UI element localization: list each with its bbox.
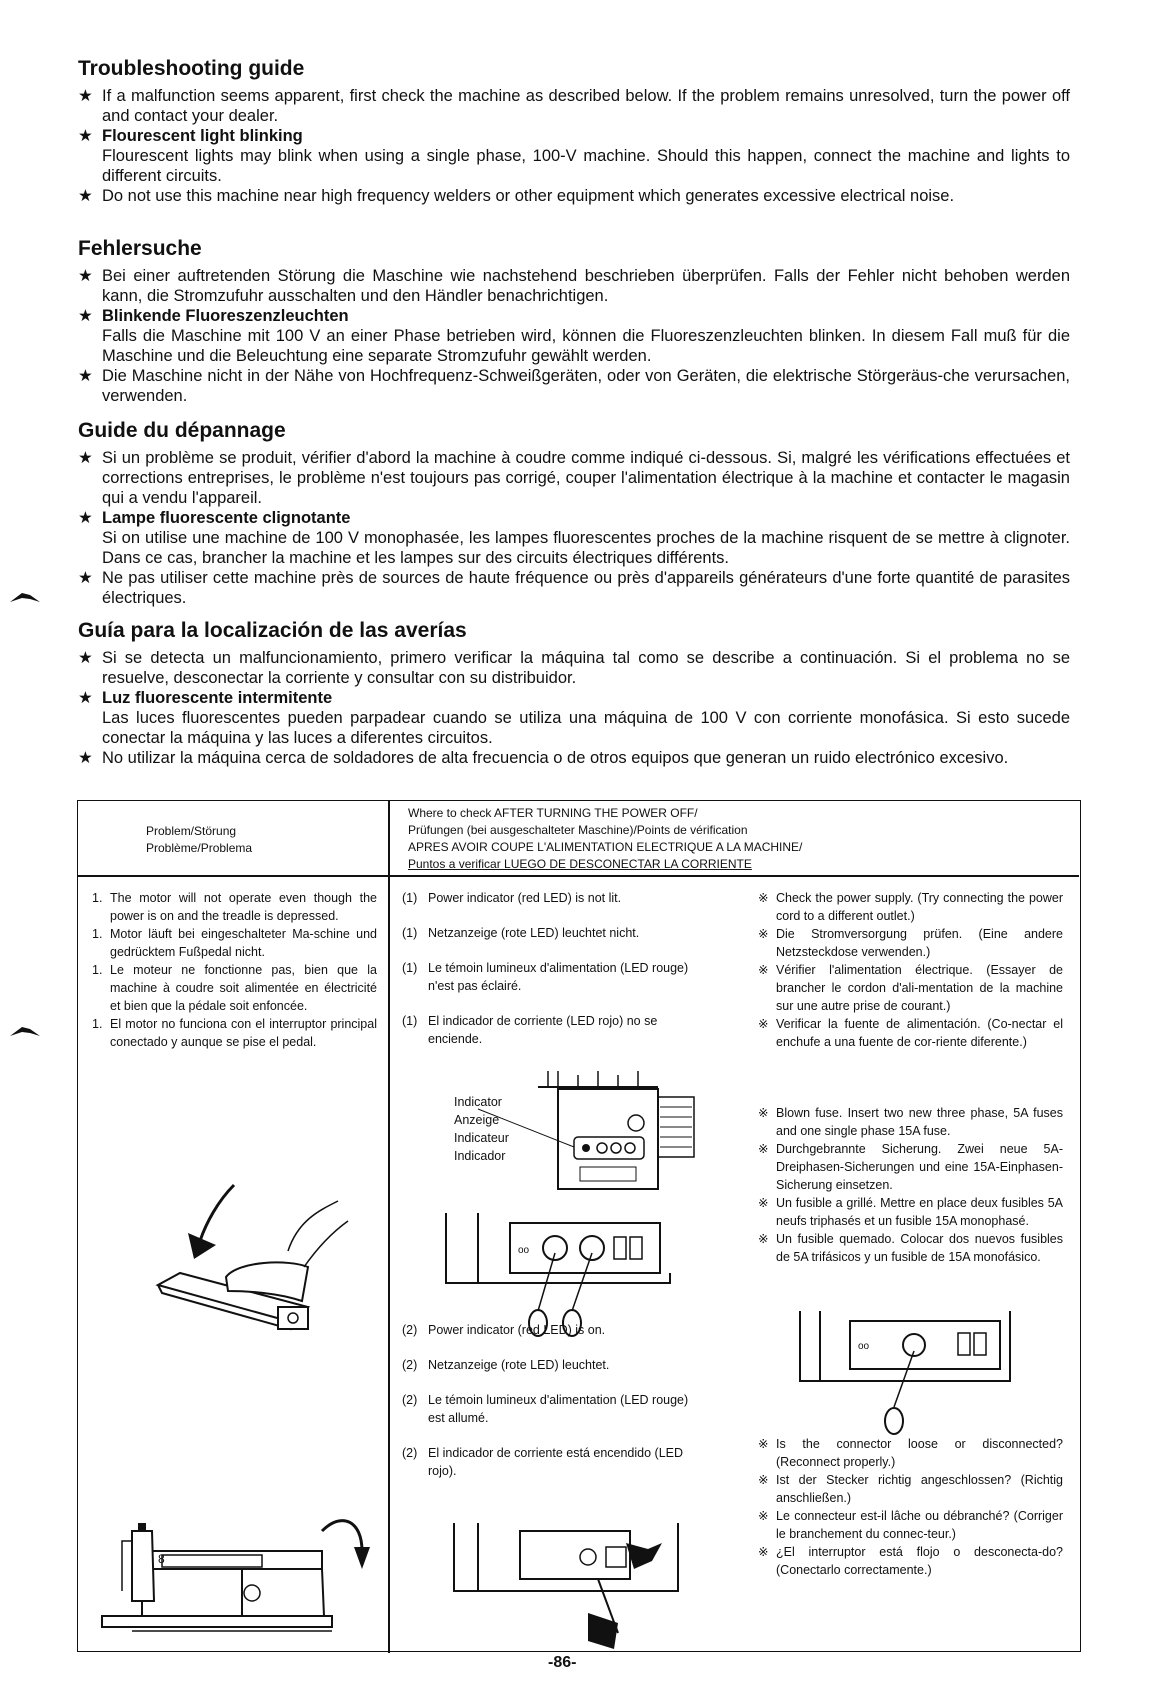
remedy-item: ※ Blown fuse. Insert two new three phase, 5A fuses and one single phase 15A fuse. [758, 1106, 1063, 1138]
margin-arrow-icon [8, 1024, 42, 1038]
remedy-item: ※ Durchgebrannte Sicherung. Zwei neue 5A-Dreiphasen-Sicherungen und eine 15A-Einphasen-Sicherung einsetzen. [758, 1142, 1063, 1192]
section-german [78, 236, 1070, 406]
panel-label: oo [858, 1341, 870, 1352]
control-box-illustration [518, 1067, 698, 1207]
problem-item: 1. Le moteur ne fonctionne pas, bien que la machine à coudre soit alimentée en électricité et bien que la pédale soit enfoncée. [92, 963, 377, 1013]
list-item: ★ Flourescent light blinking Flourescent lights may blink when using a single phase, 100-V machine. Should this happen, connect the machine and lights to different circuits. [78, 127, 1070, 185]
problem-item: 1. El motor no funciona con el interruptor principal conectado y aunque se pise el pedal. [92, 1017, 377, 1049]
remedy-item: ※ Die Stromversorgung prüfen. (Eine andere Netzsteckdose verwenden.) [758, 927, 1063, 959]
section-english [78, 56, 1070, 206]
check-item: (2) Le témoin lumineux d'alimentation (LED rouge) est allumé. [402, 1393, 689, 1425]
remedy-item: ※ Un fusible quemado. Colocar dos nuevos fusibles de 5A trifásicos y un fusible de 15A monofásico. [758, 1232, 1063, 1264]
star-bullet-icon: ★ [78, 689, 93, 707]
check-item: (1) Le témoin lumineux d'alimentation (LED rouge) n'est pas éclairé. [402, 961, 689, 993]
star-bullet-icon: ★ [78, 367, 93, 385]
list-item: ★ Blinkende Fluoreszenzleuchten Falls die Maschine mit 100 V an einer Phase betrieben wird, können die Fluoreszenzleuchten blinken. In diesem Fall muß für die Maschine und die Beleuchtung eine separate Stromzufuhr gewählt werden. [78, 307, 1070, 365]
check-item: (2) El indicador de corriente está encendido (LED rojo). [402, 1446, 684, 1478]
star-bullet-icon: ★ [78, 749, 93, 767]
list-item: ★ Si un problème se produit, vérifier d'abord la machine à coudre comme indiqué ci-dessous. Si, malgré les vérifications effectuées et corrections entreprises, le problème n'est toujours pas corrigé, couper l'alimentation électrique à la machine et contacter le magasin qui a vendu l'appareil. [78, 449, 1070, 507]
star-bullet-icon: ★ [78, 649, 93, 667]
section-heading: Guía para la localización de las averías [78, 619, 467, 642]
item-title: Lampe fluorescente clignotante [102, 509, 351, 527]
check-item: (1) El indicador de corriente (LED rojo) no se enciende. [402, 1014, 658, 1046]
list-item: ★ Lampe fluorescente clignotante Si on utilise une machine de 100 V monophasée, les lampes fluorescentes proches de la machine risquent de se mettre à clignoter. Dans ce cas, brancher la machine et les lampes sur des circuits électriques différents. [78, 509, 1070, 567]
indicator-labels: Indicator Anzeige Indicateur Indicador [454, 1095, 509, 1163]
check-column-header: Where to check AFTER TURNING THE POWER OFF/ Prüfungen (bei ausgeschalteter Maschine)/Points de vérification APRES AVOIR COUPE L'ALIMENTATION ELECTRIQUE A LA MACHINE/ Puntos a verificar LUEGO DE DESCONECTAR LA CORRIENTE [408, 806, 803, 871]
item-title: Luz fluorescente intermitente [102, 689, 333, 707]
sewing-machine-illustration [92, 1511, 382, 1641]
list-item: ★ Die Maschine nicht in der Nähe von Hochfrequenz-Schweißgeräten, oder von Geräten, die elektrische Störgeräus-che verursachen, verwenden. [78, 367, 1070, 405]
section-heading: Guide du dépannage [78, 419, 286, 442]
remedy-list-c [758, 1435, 1063, 1579]
problem-list [92, 889, 377, 1051]
remedy-item: ※ Is the connector loose or disconnected? (Reconnect properly.) [758, 1437, 1063, 1469]
list-item: ★ Do not use this machine near high frequency welders or other equipment which generates excessive electrical noise. [78, 187, 955, 205]
svg-text:8: 8 [158, 1552, 165, 1566]
star-bullet-icon: ★ [78, 509, 93, 527]
check-item: (1) Netzanzeige (rote LED) leuchtet nicht. [402, 926, 640, 940]
connector-illustration [438, 1523, 698, 1651]
list-item: ★ No utilizar la máquina cerca de soldadores de alta frecuencia o de otros equipos que generan un ruido electrónico excesivo. [78, 749, 1009, 767]
list-item: ★ If a malfunction seems apparent, first check the machine as described below. If the problem remains unresolved, turn the power off and contact your dealer. [78, 87, 1070, 125]
star-bullet-icon: ★ [78, 87, 93, 105]
margin-arrow-icon [8, 590, 42, 604]
panel-label: oo [518, 1245, 530, 1256]
list-item: ★ Luz fluorescente intermitente Las luces fluorescentes pueden parpadear cuando se utiliza una máquina de 100 V con corriente monofásica. Si esto sucede conectar la máquina y las luces a diferentes circuitos. [78, 689, 1070, 747]
check-item: (1) Power indicator (red LED) is not lit. [402, 891, 622, 905]
check-list-2 [402, 1321, 702, 1497]
remedy-item: ※ Verificar la fuente de alimentación. (Co-nectar el enchufe a una fuente de cor-riente diferente.) [758, 1017, 1063, 1049]
remedy-item: ※ Check the power supply. (Try connecting the power cord to a different outlet.) [758, 891, 1063, 923]
remedy-list-b [758, 1104, 1063, 1266]
star-bullet-icon: ★ [78, 127, 93, 145]
fuse-panel-illustration [790, 1311, 1020, 1451]
check-list-1 [402, 889, 702, 1065]
remedy-item: ※ ¿El interruptor está flojo o desconecta-do? (Conectarlo correctamente.) [758, 1545, 1063, 1577]
section-heading: Troubleshooting guide [78, 57, 305, 80]
problem-item: 1. Motor läuft bei eingeschalteter Ma-schine und gedrücktem Fußpedal nicht. [92, 927, 377, 959]
remedy-list-a [758, 889, 1063, 1051]
check-item: (2) Netzanzeige (rote LED) leuchtet. [402, 1358, 610, 1372]
header-divider [78, 875, 1079, 877]
column-divider [388, 801, 390, 1653]
check-item: (2) Power indicator (red LED) is on. [402, 1323, 606, 1337]
item-title: Flourescent light blinking [102, 127, 303, 145]
problem-column-header: Problem/Störung Problème/Problema [146, 824, 253, 855]
remedy-item: ※ Un fusible a grillé. Mettre en place deux fusibles 5A neufs triphasés et un fusible 15A monophasé. [758, 1196, 1063, 1228]
list-item: ★ Bei einer auftretenden Störung die Maschine wie nachstehend beschrieben überprüfen. Falls der Fehler nicht behoben werden kann, die Stromzufuhr ausschalten und den Händler benachrichtigen. [78, 267, 1070, 305]
troubleshooting-table [77, 800, 1081, 1652]
remedy-item: ※ Le connecteur est-il lâche ou débranché? (Corriger le branchement du connec-teur.) [758, 1509, 1063, 1541]
section-french [78, 418, 1070, 608]
remedy-item: ※ Vérifier l'alimentation électrique. (Essayer de brancher le cordon d'ali-mentation de la machine sur une autre prise de courant.) [758, 963, 1063, 1013]
star-bullet-icon: ★ [78, 307, 93, 325]
treadle-pedal-illustration [138, 1181, 358, 1331]
star-bullet-icon: ★ [78, 267, 93, 285]
section-heading: Fehlersuche [78, 237, 202, 260]
list-item: ★ Ne pas utiliser cette machine près de sources de haute fréquence ou près d'appareils générateurs d'une forte quantité de parasites électriques. [78, 569, 1070, 607]
remedy-item: ※ Ist der Stecker richtig angeschlossen? (Richtig anschließen.) [758, 1473, 1063, 1505]
problem-item: 1. The motor will not operate even though the power is on and the treadle is depressed. [92, 891, 377, 923]
star-bullet-icon: ★ [78, 449, 93, 467]
star-bullet-icon: ★ [78, 187, 93, 205]
star-bullet-icon: ★ [78, 569, 93, 587]
list-item: ★ Si se detecta un malfuncionamiento, primero verificar la máquina tal como se describe a continuación. Si el problema no se resuelve, desconectar la corriente y consultar con su distribuidor. [78, 649, 1070, 687]
section-spanish [78, 618, 1070, 768]
page-number: -86- [548, 1654, 577, 1671]
item-title: Blinkende Fluoreszenzleuchten [102, 307, 349, 325]
